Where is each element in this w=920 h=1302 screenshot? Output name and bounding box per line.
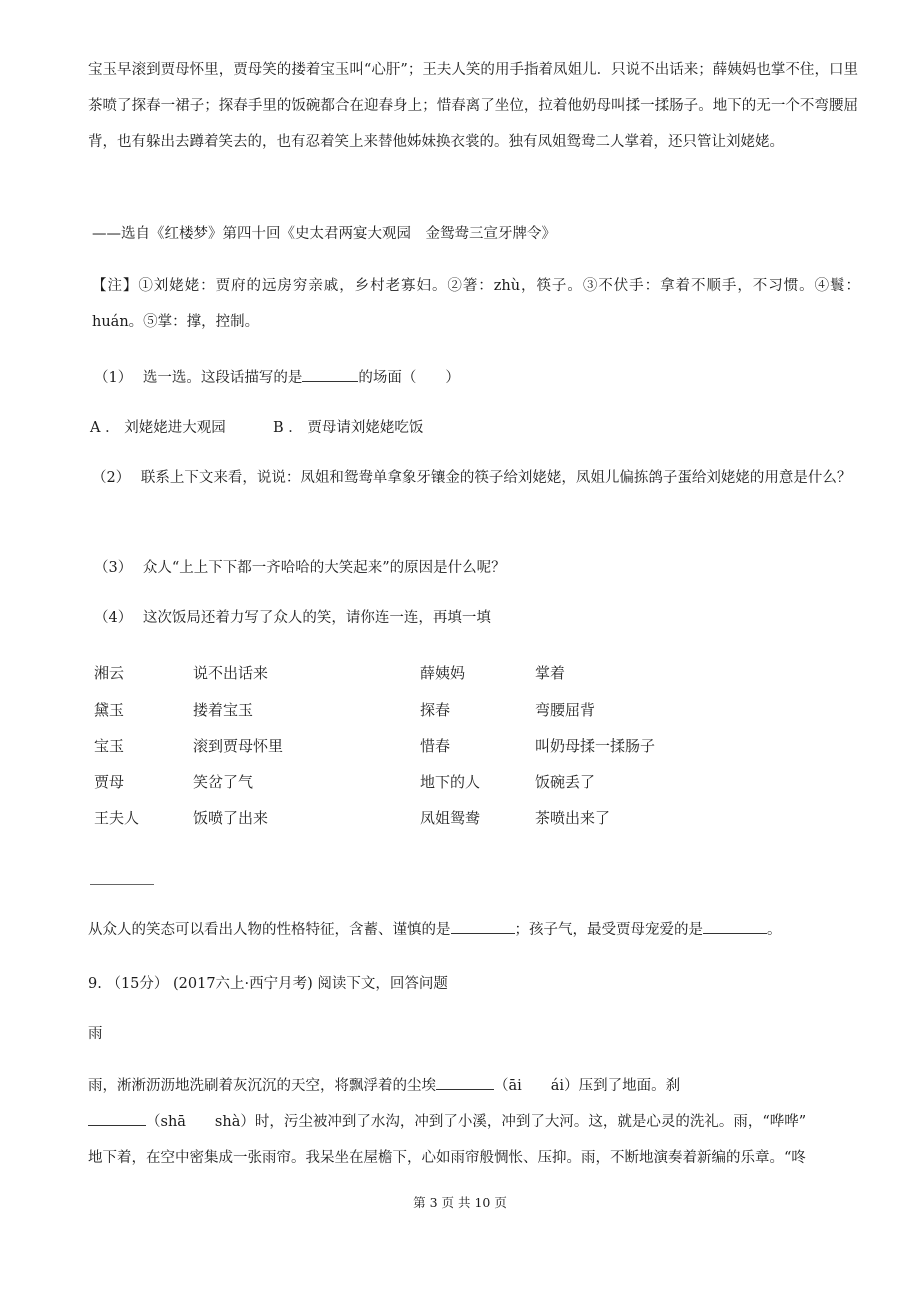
question-3 — [94, 556, 506, 577]
passage-source: ——选自《红楼梦》第四十回《史太君两宴大观园 金鸳鸯三宣牙牌令》 — [92, 226, 556, 242]
fill-blank-2[interactable] — [703, 919, 767, 935]
match-col3-item[interactable]: 薛姨妈 — [420, 664, 466, 682]
question-4 — [94, 606, 491, 627]
option-a[interactable]: A ． 刘姥姥进大观园 — [90, 420, 226, 436]
question-2-text: 联系上下文来看，说说：凤姐和鸳鸯单拿象牙镶金的筷子给刘姥姥，凤姐儿偏拣鸽子蛋给刘姥姥的用意是什么？ — [140, 470, 852, 486]
fill-text-a: 从众人的笑态可以看出人物的性格特征，含蓄、谨慎的是 — [88, 922, 451, 938]
question-9-header: 9. （15分） (2017六上·西宁月考) 阅读下文，回答问题 — [88, 976, 448, 992]
question-2-number: （2） — [92, 470, 131, 486]
match-col3-item[interactable]: 地下的人 — [420, 773, 481, 791]
match-col2-item[interactable]: 搂着宝玉 — [193, 701, 254, 719]
answer-line[interactable] — [90, 884, 154, 885]
annotation-note: 【注】①刘姥姥：贾府的远房穷亲戚，乡村老寡妇。②箸：zhù，筷子。③不伏手：拿着不顺手，不习惯。④鬟：huán。⑤掌：撑，控制。 — [92, 278, 860, 330]
question-4-fill — [88, 918, 782, 939]
match-col4-item[interactable]: 掌着 — [535, 664, 566, 682]
pinyin-choice-1: （āi ái）压到了地面。刹 — [494, 1078, 681, 1094]
question-1 — [94, 366, 460, 387]
page-footer: 第 3 页 共 10 页 — [413, 1195, 507, 1210]
pinyin-blank-2[interactable] — [88, 1111, 146, 1127]
pinyin-choice-2: （shā shà）时，污尘被冲到了水沟，冲到了小溪，冲到了大河。这，就是心灵的洗礼。雨，“哗哗” — [146, 1114, 807, 1130]
match-col4-item[interactable]: 叫奶母揉一揉肠子 — [535, 737, 656, 755]
fill-text-c: 。 — [767, 922, 782, 938]
match-col1-item[interactable]: 宝玉 — [94, 737, 125, 755]
article-title: 雨 — [88, 1026, 103, 1042]
match-col4-item[interactable]: 饭碗丢了 — [535, 773, 596, 791]
article-text-1: 雨，淅淅沥沥地洗刷着灰沉沉的天空，将飘浮着的尘埃 — [88, 1078, 436, 1094]
match-col1-item[interactable]: 王夫人 — [94, 809, 140, 827]
fill-blank-1[interactable] — [451, 919, 515, 935]
question-3-number: （3） — [94, 560, 133, 576]
match-col4-item[interactable]: 弯腰屈背 — [535, 701, 596, 719]
question-3-text: 众人“上上下下都一齐哈哈的大笑起来”的原因是什么呢？ — [142, 560, 506, 576]
question-1-text: 选一选。这段话描写的是 — [142, 370, 303, 386]
match-col1-item[interactable]: 贾母 — [94, 773, 125, 791]
article-line-2 — [88, 1110, 806, 1131]
match-col3-item[interactable]: 凤姐鸳鸯 — [420, 809, 481, 827]
question-1-blank[interactable] — [302, 367, 358, 383]
option-b[interactable]: B ． 贾母请刘姥姥吃饭 — [273, 420, 424, 436]
match-col3-item[interactable]: 探春 — [420, 701, 451, 719]
question-1-text-end: 的场面（ ） — [358, 370, 460, 386]
fill-text-b: ；孩子气，最受贾母宠爱的是 — [514, 922, 703, 938]
match-col2-item[interactable]: 滚到贾母怀里 — [193, 737, 284, 755]
match-col2-item[interactable]: 饭喷了出来 — [193, 809, 269, 827]
match-col2-item[interactable]: 笑岔了气 — [193, 773, 254, 791]
match-col2-item[interactable]: 说不出话来 — [193, 664, 269, 682]
question-1-number: （1） — [94, 370, 133, 386]
match-col1-item[interactable]: 黛玉 — [94, 701, 125, 719]
pinyin-blank-1[interactable] — [436, 1075, 494, 1091]
question-4-text: 这次饭局还着力写了众人的笑，请你连一连，再填一填 — [142, 610, 491, 626]
match-col4-item[interactable]: 茶喷出来了 — [535, 809, 611, 827]
question-4-number: （4） — [94, 610, 133, 626]
article-line-1 — [88, 1074, 680, 1095]
passage-text: 宝玉早滚到贾母怀里，贾母笑的搂着宝玉叫“心肝”；王夫人笑的用手指着凤姐儿．只说不出话来；薛姨妈也掌不住，口里茶喷了探春一裙子；探春手里的饭碗都合在迎春身上；惜春离了坐位，拉着他奶母叫揉一揉肠子。地下的无一个不弯腰屈背，也有躲出去蹲着笑去的，也有忍着笑上来替他姊妹换衣裳的。独有凤姐鸳鸯二人掌着，还只管让刘姥姥。 — [88, 62, 858, 150]
article-line-3: 地下着，在空中密集成一张雨帘。我呆坐在屋檐下，心如雨帘般惆怅、压抑。雨，不断地演奏着新编的乐章。“咚 — [88, 1150, 806, 1166]
match-col1-item[interactable]: 湘云 — [94, 664, 125, 682]
match-col3-item[interactable]: 惜春 — [420, 737, 451, 755]
question-2 — [92, 460, 860, 496]
